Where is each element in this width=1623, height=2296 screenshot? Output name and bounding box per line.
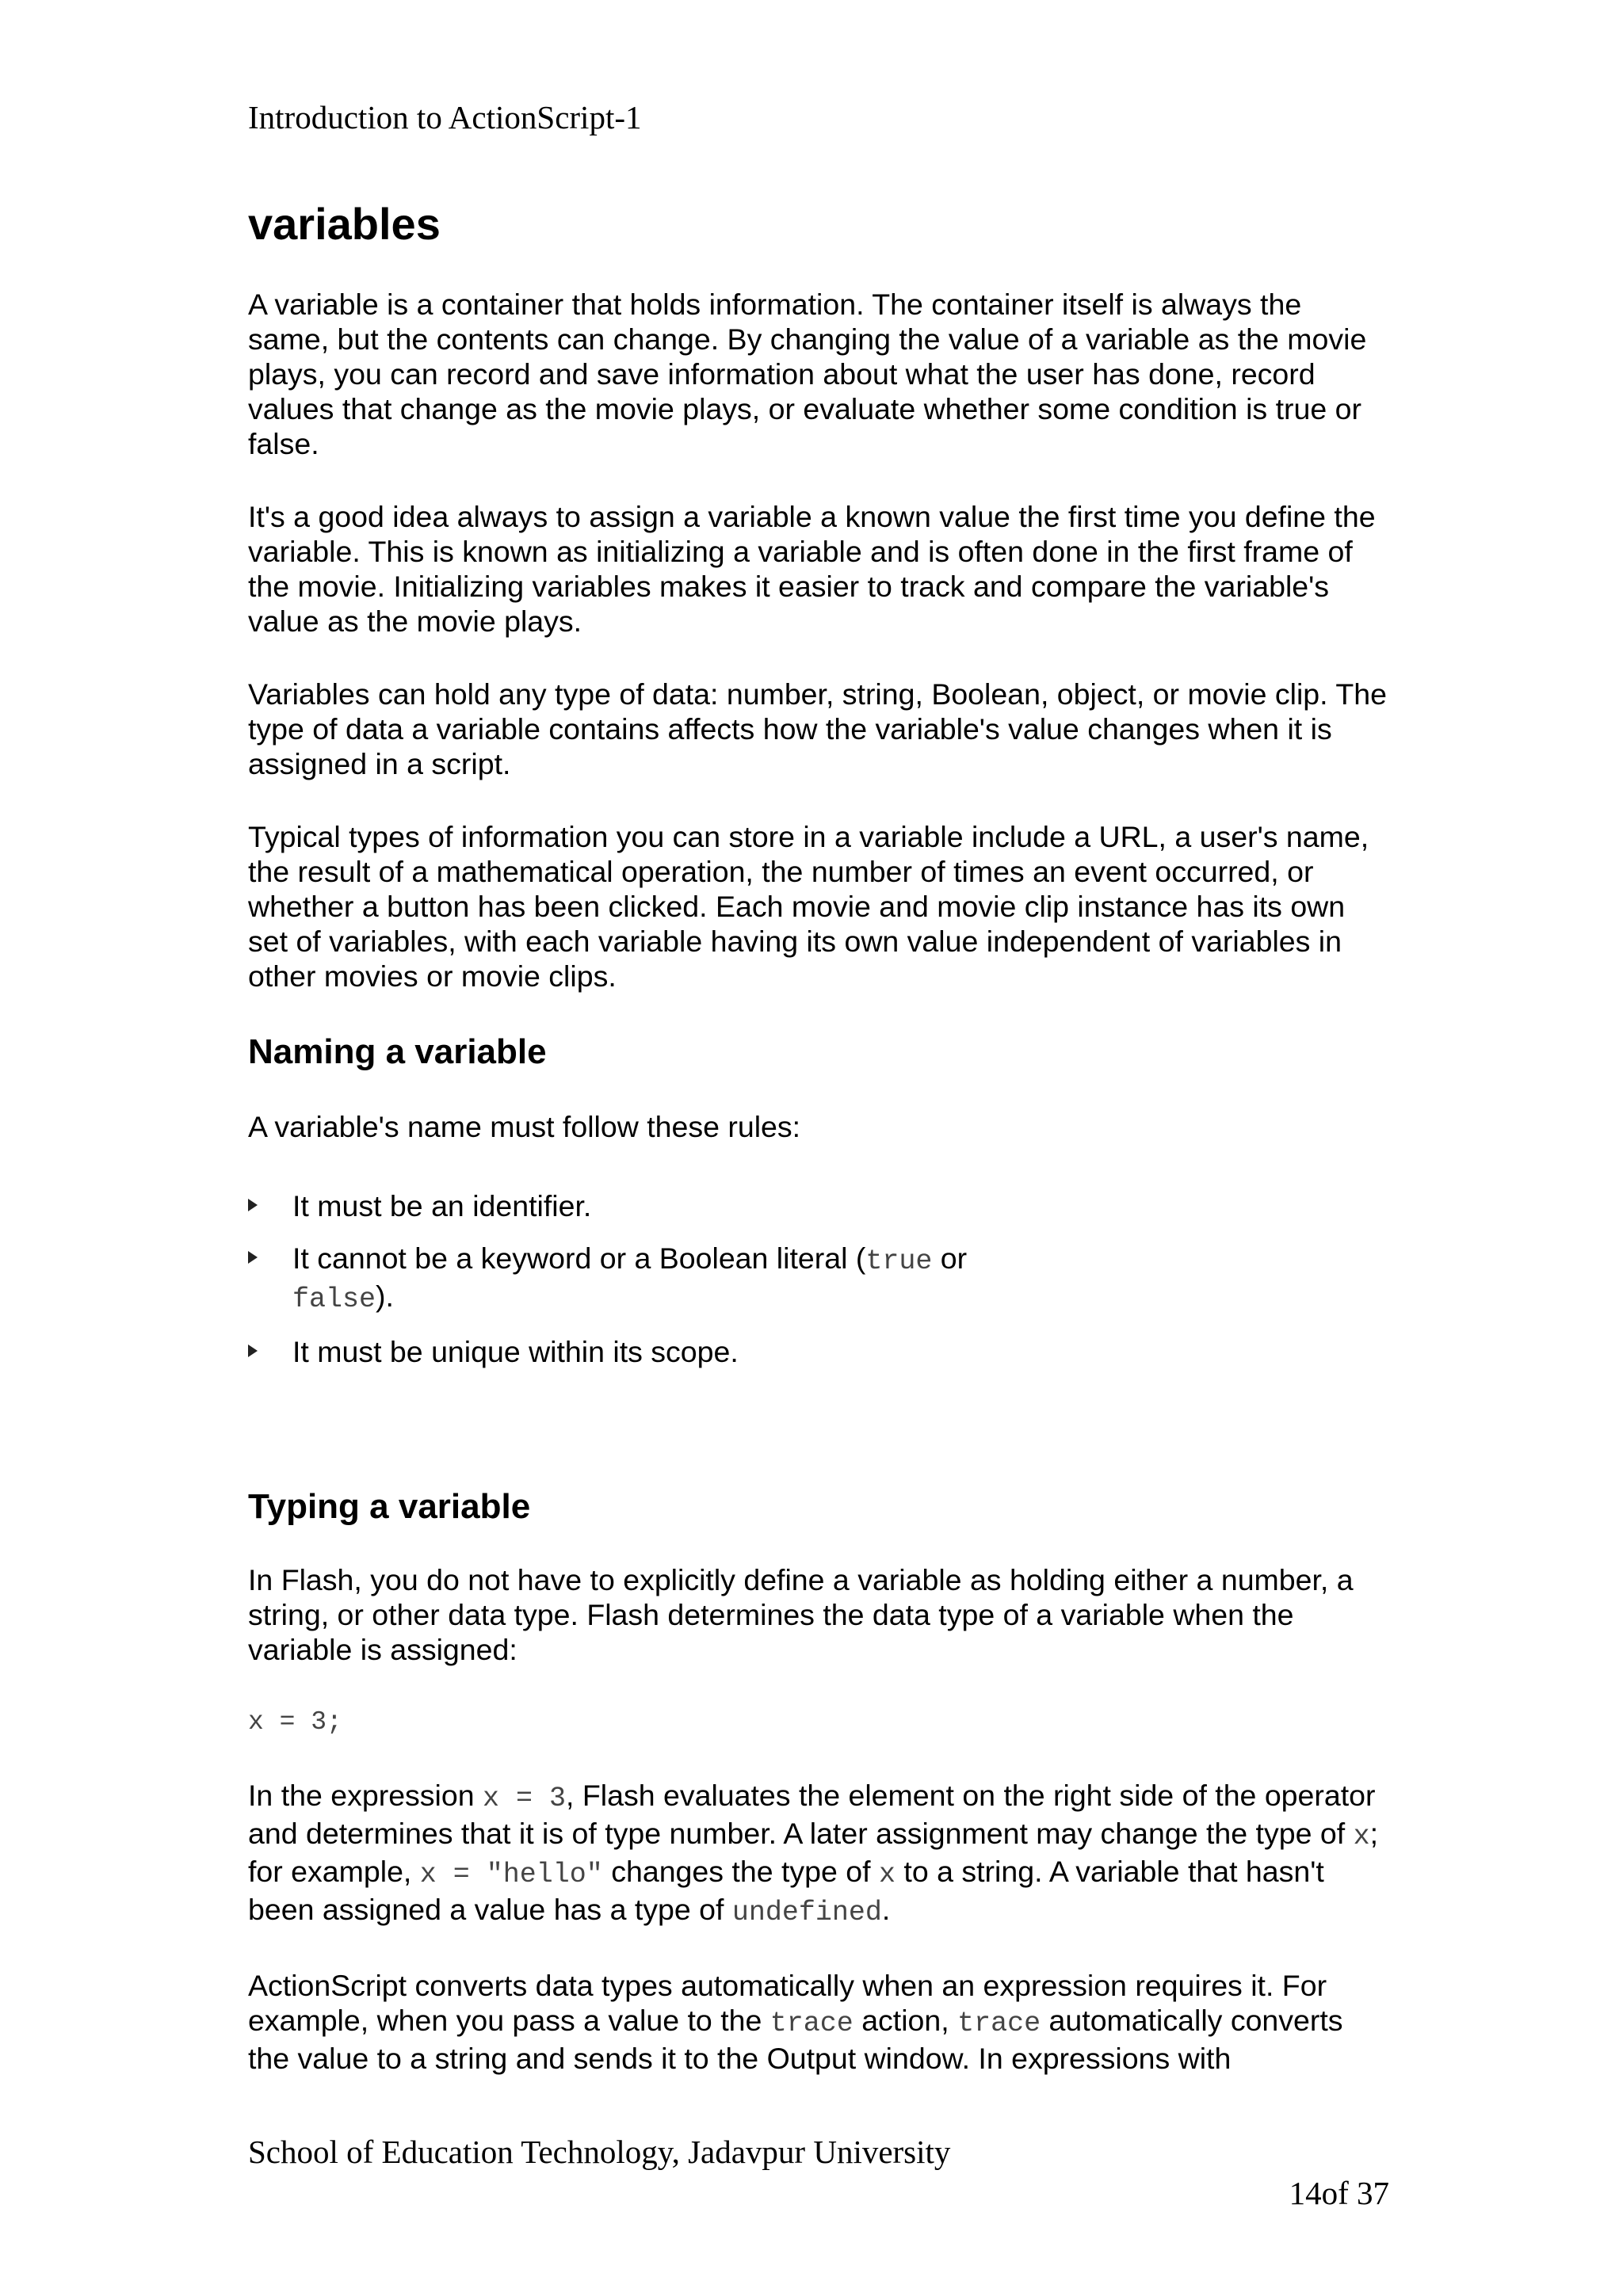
code-false: false <box>292 1283 376 1315</box>
rule-text: ). <box>376 1280 394 1313</box>
running-header: Introduction to ActionScript-1 <box>248 99 642 135</box>
inline-code: trace <box>769 2008 854 2039</box>
document-page <box>248 0 1389 2296</box>
inline-code: x <box>878 1859 896 1890</box>
naming-heading: Naming a variable <box>248 1032 547 1071</box>
inline-code: undefined <box>731 1897 882 1928</box>
code-true: true <box>865 1245 933 1277</box>
text-run: ActionScript converts data types automatically when an expression requires it. For example, when you pass a value to the <box>248 1969 1327 2037</box>
text-run: action, <box>853 2004 958 2037</box>
page-number: 14of 37 <box>1289 2175 1389 2211</box>
triangle-bullet-icon <box>248 1251 258 1264</box>
triangle-bullet-icon <box>248 1199 258 1211</box>
naming-lead: A variable's name must follow these rules: <box>248 1110 801 1143</box>
body-content <box>248 287 1389 2114</box>
typing-paragraph-2 <box>248 1778 1389 1930</box>
typing-heading: Typing a variable <box>248 1487 531 1526</box>
typing-paragraph-3 <box>248 1968 1389 2076</box>
intro-paragraph-1: A variable is a container that holds information. The container itself is always the same, but the contents can change. By changing the value of a variable as the movie plays, you can record and save information about what the user has done, record values that change as the movie plays, or evaluate whether some condition is true or false. <box>248 288 1367 460</box>
rule-text: or <box>932 1241 968 1275</box>
code-sample: x = 3; <box>248 1707 342 1737</box>
text-run: to a string. A variable that hasn't been assigned a value has a type of <box>248 1855 1324 1926</box>
section-title: variables <box>248 199 441 249</box>
text-run: changes the type of <box>602 1855 879 1888</box>
list-item <box>248 1188 1006 1223</box>
list-item <box>248 1334 1006 1369</box>
intro-paragraph-3: Variables can hold any type of data: number, string, Boolean, object, or movie clip. The type of data a variable contains affects how the variable's value changes when it is assigned in a script. <box>248 677 1387 780</box>
intro-paragraph-4: Typical types of information you can store in a variable include a URL, a user's name, the result of a mathematical operation, the number of times an event occurred, or whether a button has been clicked. Each movie and movie clip instance has its own set of variables, with each variable having its own value independent of variables in other movies or movie clips. <box>248 820 1369 993</box>
running-footer: School of Education Technology, Jadavpur University <box>248 2134 951 2170</box>
typing-paragraph-1: In Flash, you do not have to explicitly define a variable as holding either a number, a string, or other data type. Flash determines the data type of a variable when the variable is assigned: <box>248 1563 1354 1666</box>
rule-text: It cannot be a keyword or a Boolean literal ( <box>292 1241 866 1275</box>
text-run: . <box>881 1893 891 1926</box>
inline-code: trace <box>957 2008 1041 2039</box>
text-run: automatically converts the value to a string and sends it to the Output window. In expressions with <box>248 2004 1343 2075</box>
list-item <box>248 1241 1006 1317</box>
rule-text: It must be unique within its scope. <box>292 1335 739 1368</box>
inline-code: x <box>1353 1821 1370 1852</box>
inline-code: x = "hello" <box>419 1859 603 1890</box>
text-run: ; for example, <box>248 1817 1378 1888</box>
rule-text: It must be an identifier. <box>292 1189 592 1222</box>
triangle-bullet-icon <box>248 1344 258 1357</box>
text-run: In the expression <box>248 1779 483 1812</box>
naming-rules-list <box>248 1188 1389 1369</box>
text-run: , Flash evaluates the element on the right side of the operator and determines that it is of type number. A later assignment may change the type of <box>248 1779 1376 1850</box>
inline-code: x = 3 <box>483 1783 567 1814</box>
intro-paragraph-2: It's a good idea always to assign a variable a known value the first time you define the variable. This is known as initializing a variable and is often done in the first frame of the movie. Initializing variables makes it easier to track and compare the variable's value as the movie plays. <box>248 500 1376 638</box>
